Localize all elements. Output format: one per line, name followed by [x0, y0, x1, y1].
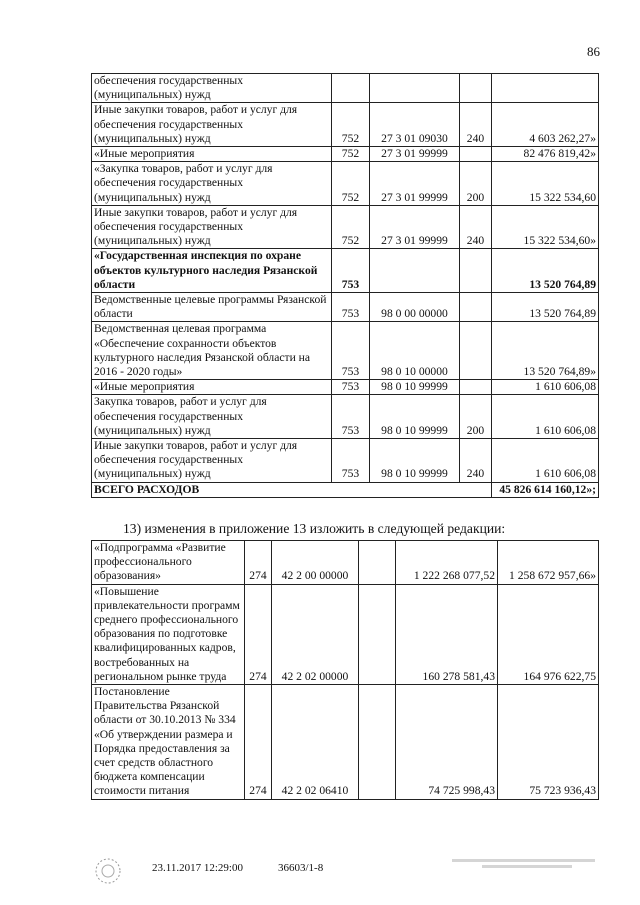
table-row	[92, 103, 599, 147]
row-type: 200	[460, 395, 492, 439]
row-type: 200	[460, 162, 492, 206]
footer-doc-id: 36603/1-8	[278, 862, 324, 874]
row-code: 752	[332, 162, 370, 206]
row-type	[460, 147, 492, 162]
row-code: 753	[332, 380, 370, 395]
row-code: 274	[245, 685, 272, 800]
row-article	[370, 74, 460, 103]
row-article: 27 3 01 99999	[370, 162, 460, 206]
row-article: 98 0 10 99999	[370, 439, 460, 483]
table-row	[92, 162, 599, 206]
row-amount-1: 160 278 581,43	[396, 584, 498, 684]
total-row	[92, 482, 599, 497]
row-amount-1: 74 725 998,43	[396, 685, 498, 800]
row-type: 240	[460, 439, 492, 483]
table-row	[92, 249, 599, 293]
seal-stamp-icon	[92, 855, 124, 887]
row-name: Закупка товаров, работ и услуг для обеспечения государственных (муниципальных) нужд	[92, 395, 332, 439]
row-amount: 13 520 764,89	[492, 249, 599, 293]
appendix-13-table	[91, 540, 599, 800]
row-type	[460, 293, 492, 322]
row-code: 753	[332, 439, 370, 483]
row-amount	[492, 74, 599, 103]
row-type: 240	[460, 205, 492, 249]
row-type: 240	[460, 103, 492, 147]
table-row	[92, 685, 599, 800]
row-name: Ведомственные целевые программы Рязанской области	[92, 293, 332, 322]
table-row	[92, 147, 599, 162]
row-amount-2: 164 976 622,75	[498, 584, 599, 684]
row-amount: 82 476 819,42»	[492, 147, 599, 162]
row-name: «Иные мероприятия	[92, 380, 332, 395]
row-article: 98 0 00 00000	[370, 293, 460, 322]
row-amount: 4 603 262,27»	[492, 103, 599, 147]
row-article: 98 0 10 00000	[370, 322, 460, 380]
row-name: Иные закупки товаров, работ и услуг для обеспечения государственных (муниципальных) нужд	[92, 439, 332, 483]
table-row	[92, 584, 599, 684]
watermark-stamp	[452, 856, 602, 882]
table-row	[92, 541, 599, 585]
row-name: Иные закупки товаров, работ и услуг для обеспечения государственных (муниципальных) нужд	[92, 103, 332, 147]
row-amount-2: 1 258 672 957,66»	[498, 541, 599, 585]
row-article: 42 2 02 06410	[272, 685, 359, 800]
table-row	[92, 205, 599, 249]
row-code	[332, 74, 370, 103]
row-type	[460, 74, 492, 103]
row-article	[370, 249, 460, 293]
row-article: 42 2 00 00000	[272, 541, 359, 585]
row-name: Ведомственная целевая программа «Обеспечение сохранности объектов культурного наследия Рязанской области на 2016 - 2020 годы»	[92, 322, 332, 380]
row-article: 42 2 02 00000	[272, 584, 359, 684]
row-amount: 15 322 534,60	[492, 162, 599, 206]
row-amount: 1 610 606,08	[492, 380, 599, 395]
row-code: 752	[332, 103, 370, 147]
row-type	[460, 249, 492, 293]
total-label: ВСЕГО РАСХОДОВ	[92, 482, 492, 497]
row-name: обеспечения государственных (муниципальных) нужд	[92, 74, 332, 103]
row-type	[460, 322, 492, 380]
row-amount: 1 610 606,08	[492, 439, 599, 483]
row-code: 753	[332, 293, 370, 322]
row-name: Иные закупки товаров, работ и услуг для обеспечения государственных (муниципальных) нужд	[92, 205, 332, 249]
row-code: 274	[245, 584, 272, 684]
page-number: 86	[587, 44, 600, 59]
row-article: 27 3 01 99999	[370, 205, 460, 249]
table-row	[92, 380, 599, 395]
row-type	[359, 584, 396, 684]
table-row	[92, 395, 599, 439]
table-row	[92, 322, 599, 380]
row-amount: 13 520 764,89	[492, 293, 599, 322]
row-code: 274	[245, 541, 272, 585]
row-article: 27 3 01 99999	[370, 147, 460, 162]
row-name: «Подпрограмма «Развитие профессионального образования»	[92, 541, 245, 585]
row-article: 27 3 01 09030	[370, 103, 460, 147]
row-code: 753	[332, 322, 370, 380]
row-code: 753	[332, 395, 370, 439]
row-name: «Иные мероприятия	[92, 147, 332, 162]
row-amount: 13 520 764,89»	[492, 322, 599, 380]
table-row	[92, 293, 599, 322]
row-name: Постановление Правительства Рязанской области от 30.10.2013 № 334 «Об утверждении размера и Порядка предоставления за счет средств областного бюджета компенсации стоимости питания	[92, 685, 245, 800]
total-amount: 45 826 614 160,12»;	[492, 482, 599, 497]
row-name: «Государственная инспекция по охране объектов культурного наследия Рязанской области	[92, 249, 332, 293]
row-amount: 1 610 606,08	[492, 395, 599, 439]
expenses-table	[91, 73, 599, 498]
row-code: 752	[332, 147, 370, 162]
row-type	[359, 541, 396, 585]
row-name: «Закупка товаров, работ и услуг для обеспечения государственных (муниципальных) нужд	[92, 162, 332, 206]
row-type	[460, 380, 492, 395]
amendment-intro: 13) изменения в приложение 13 изложить в следующей редакции:	[123, 521, 506, 536]
footer-date: 23.11.2017 12:29:00	[152, 862, 243, 874]
row-amount-1: 1 222 268 077,52	[396, 541, 498, 585]
row-code: 753	[332, 249, 370, 293]
row-code: 752	[332, 205, 370, 249]
row-article: 98 0 10 99999	[370, 380, 460, 395]
row-amount: 15 322 534,60»	[492, 205, 599, 249]
row-name: «Повышение привлекательности программ среднего профессионального образования по подготовке квалифицированных кадров, востребованных на региональном рынке труда	[92, 584, 245, 684]
row-amount-2: 75 723 936,43	[498, 685, 599, 800]
row-type	[359, 685, 396, 800]
table-row	[92, 439, 599, 483]
row-article: 98 0 10 99999	[370, 395, 460, 439]
table-row	[92, 74, 599, 103]
